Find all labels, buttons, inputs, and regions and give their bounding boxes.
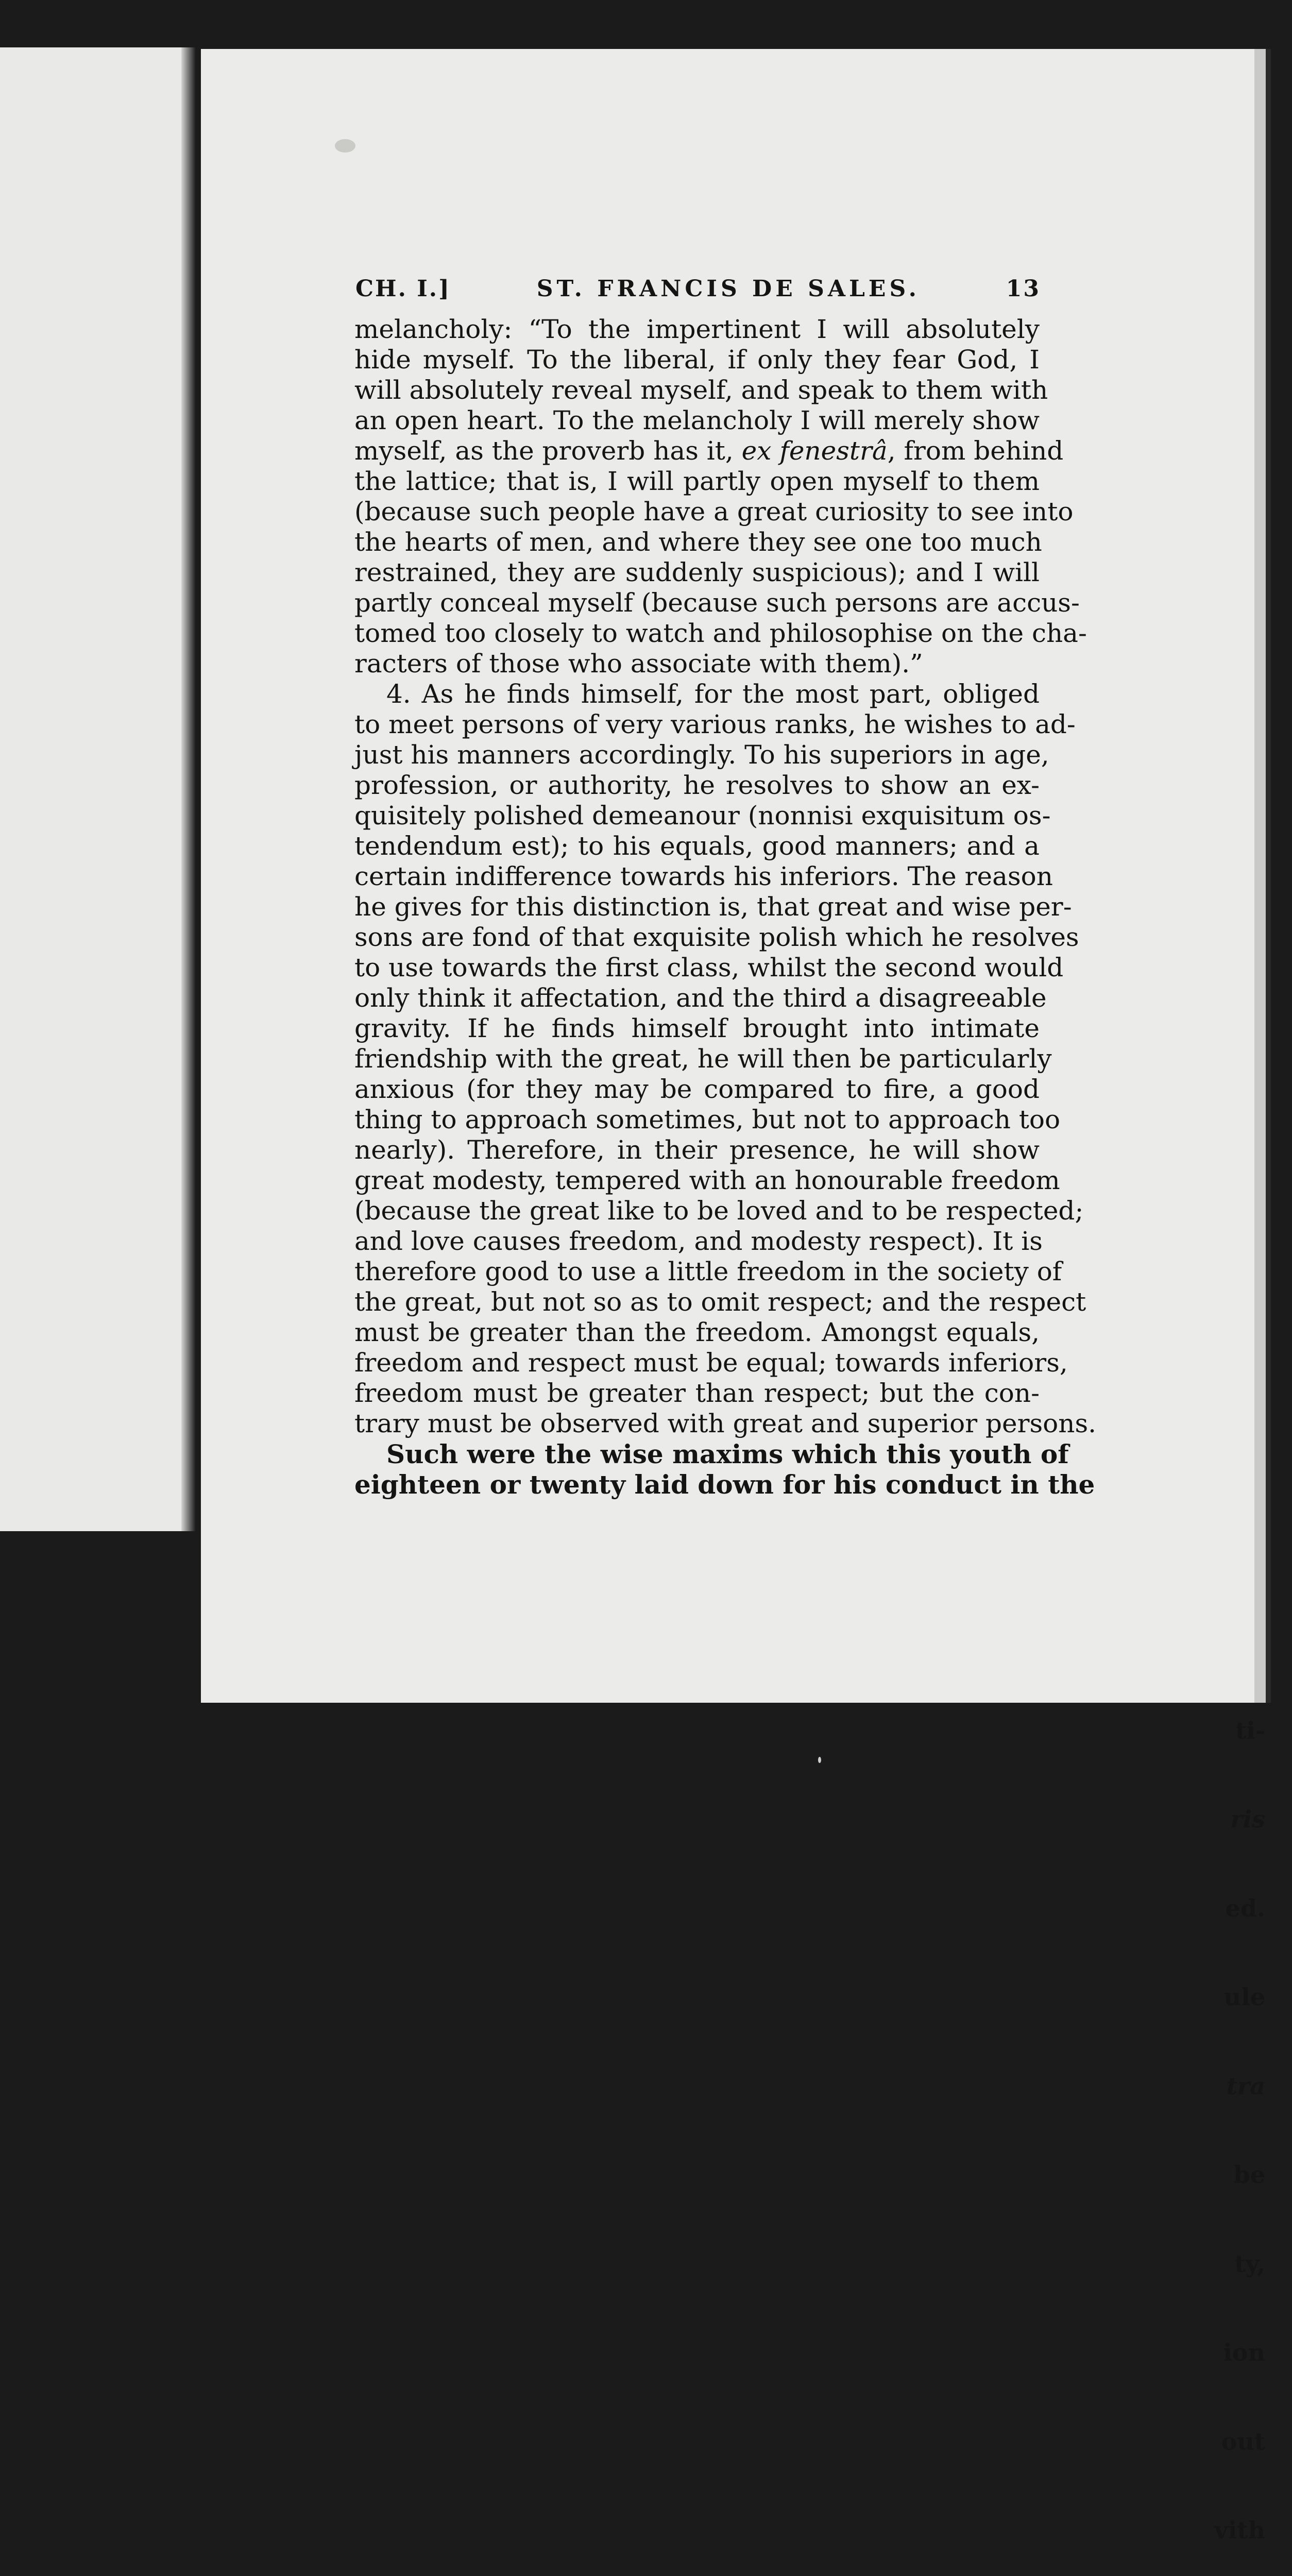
page-number: 13: [1006, 276, 1041, 302]
fragment: be: [1233, 2161, 1265, 2189]
text-line: 4. As he finds himself, for the most part, obliged: [386, 679, 1040, 709]
page-gutter-shadow: [181, 47, 196, 1531]
text-line: tendendum est); to his equals, good manners; and a: [354, 831, 1040, 861]
text-line: the lattice; that is, I will partly open myself to them: [354, 466, 1040, 496]
fragment: ris: [1230, 1805, 1265, 1833]
fragment: out: [1221, 2427, 1265, 2455]
text-line: great modesty, tempered with an honourable freedom: [354, 1165, 1060, 1195]
text-line: freedom must be greater than respect; but the con-: [354, 1378, 1040, 1408]
text-line: thing to approach sometimes, but not to approach too: [354, 1105, 1061, 1134]
text-line: only think it affectation, and the third a disagreeable: [354, 983, 1047, 1013]
chapter-marker: CH. I.]: [355, 276, 451, 302]
text-line: partly conceal myself (because such persons are accus-: [354, 588, 1080, 618]
text-line: myself, as the proverb has it, ex fenestrâ, from behind: [354, 436, 1064, 466]
text-line: an open heart. To the melancholy I will merely show: [354, 405, 1040, 435]
text-line: he gives for this distinction is, that great and wise per-: [354, 892, 1072, 922]
page-edge-shadow: [1266, 49, 1271, 1703]
text-line: (because the great like to be loved and to be respected;: [354, 1196, 1084, 1226]
text-line: friendship with the great, he will then be particularly: [354, 1044, 1052, 1074]
text-line: (because such people have a great curiosity to see into: [354, 497, 1074, 527]
text-line: and love causes freedom, and modesty respect). It is: [354, 1226, 1043, 1256]
fragment: vith: [1214, 2516, 1265, 2544]
text-line: Such were the wise maxims which this youth of: [386, 1439, 1069, 1469]
text-line: quisitely polished demeanour (nonnisi exquisitum os-: [354, 801, 1051, 831]
facing-page-left: [0, 47, 192, 1531]
page-body: [354, 314, 1097, 1500]
text-line: the great, but not so as to omit respect; and the respect: [354, 1287, 1086, 1317]
fragment: ti-: [1235, 1716, 1265, 1744]
page-edge: [1254, 49, 1266, 1703]
text-line: eighteen or twenty laid down for his conduct in the: [354, 1469, 1095, 1500]
text-line: trary must be observed with great and superior persons.: [354, 1409, 1097, 1438]
fragment: ed.: [1225, 1894, 1265, 1922]
text-line: nearly). Therefore, in their presence, he will show: [354, 1135, 1040, 1165]
running-header: [355, 276, 1041, 302]
running-title: ST. FRANCIS DE SALES.: [536, 276, 920, 302]
text-line: the hearts of men, and where they see one too much: [354, 527, 1042, 557]
text-line: anxious (for they may be compared to fire, a good: [354, 1074, 1040, 1104]
text-line: racters of those who associate with them).”: [354, 649, 923, 679]
text-line: certain indifference towards his inferiors. The reason: [354, 861, 1053, 891]
paper-speck: [818, 1757, 821, 1763]
text-line: freedom and respect must be equal; towards inferiors,: [354, 1348, 1068, 1378]
text-line: therefore good to use a little freedom in the society of: [354, 1257, 1062, 1286]
text-line: gravity. If he finds himself brought into intimate: [354, 1013, 1040, 1043]
text-line: hide myself. To the liberal, if only they fear God, I: [354, 345, 1040, 375]
text-line: profession, or authority, he resolves to show an ex-: [354, 770, 1040, 800]
fragment: tra: [1226, 2072, 1265, 2100]
text-line: to meet persons of very various ranks, he wishes to ad-: [354, 709, 1076, 739]
text-line: restrained, they are suddenly suspicious); and I will: [354, 557, 1040, 587]
text-line: tomed too closely to watch and philosophise on the cha-: [354, 618, 1087, 648]
fragment: ion: [1223, 2338, 1265, 2366]
text-line: sons are fond of that exquisite polish which he resolves: [354, 922, 1079, 952]
text-line: melancholy: “To the impertinent I will absolutely: [354, 314, 1040, 344]
text-line: just his manners accordingly. To his superiors in age,: [354, 740, 1049, 770]
text-line: must be greater than the freedom. Amongst equals,: [354, 1317, 1040, 1347]
text-line: to use towards the first class, whilst the second would: [354, 953, 1064, 982]
fragment: ule: [1223, 1983, 1265, 2011]
text-line: will absolutely reveal myself, and speak to them with: [354, 375, 1048, 405]
latin-phrase: ex fenestrâ: [741, 436, 888, 466]
fragment: ty,: [1234, 2249, 1265, 2278]
paper-speck: [335, 139, 355, 152]
